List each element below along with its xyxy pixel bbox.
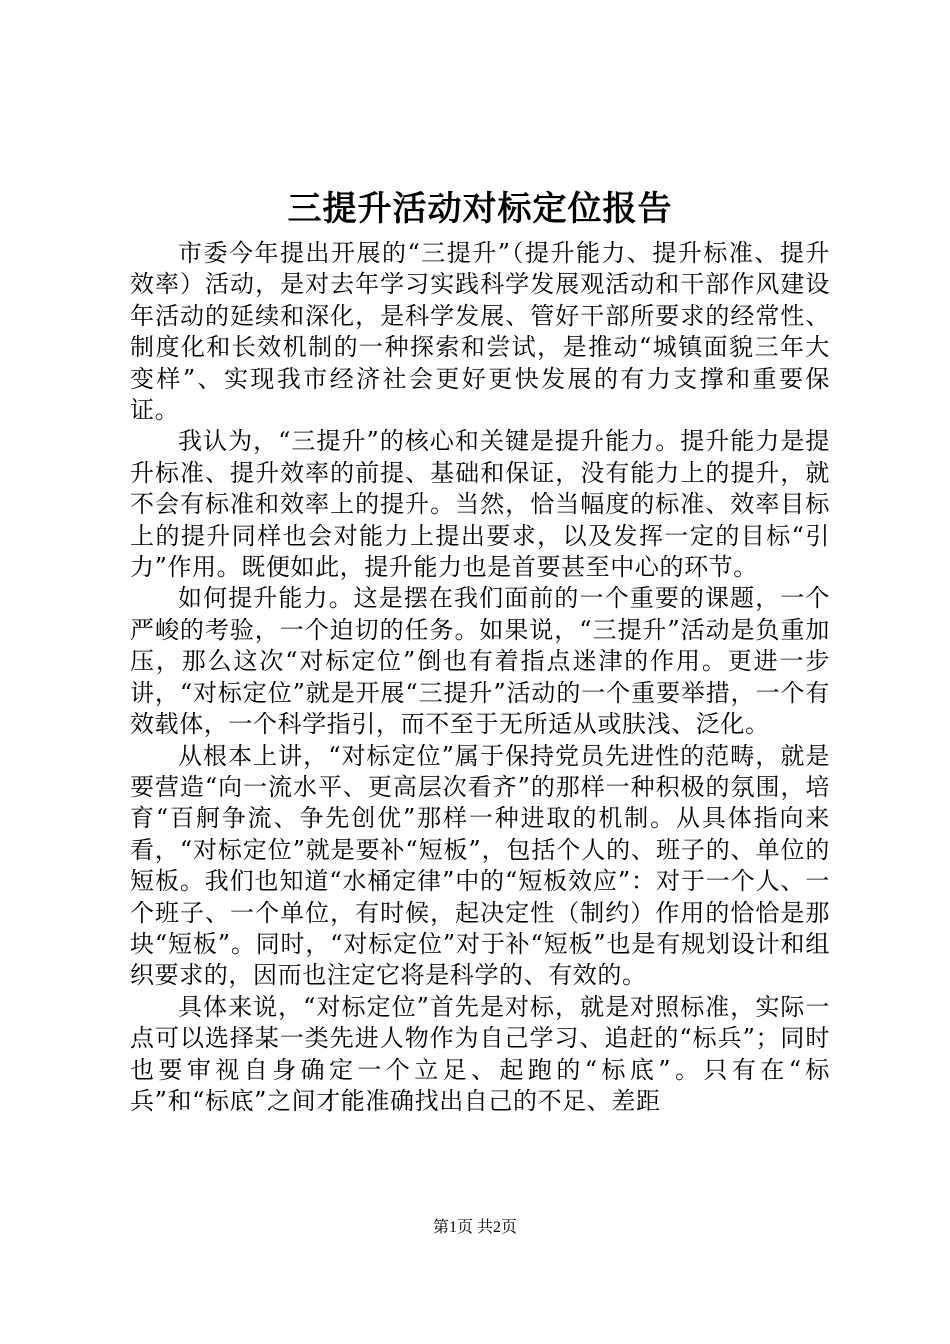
page-footer: 第1页 共2页: [432, 1219, 517, 1236]
paragraph-3: 如何提升能力。这是摆在我们面前的一个重要的课题，一个严峻的考验，一个迫切的任务。如果说，“三提升”活动是负重加压，那么这次“对标定位”倒也有着指点迷津的作用。更进一步讲，“对标定位”就是开展“三提升”活动的一个重要举措，一个有效载体，一个科学指引，而不至于无所适从或肤浅、泛化。: [130, 584, 830, 739]
paragraph-1: 市委今年提出开展的“三提升”（提升能力、提升标准、提升效率）活动，是对去年学习实践科学发展观活动和干部作风建设年活动的延续和深化，是科学发展、管好干部所要求的经常性、制度化和长效机制的一种探索和尝试，是推动“城镇面貌三年大变样”、实现我市经济社会更好更快发展的有力支撑和重要保证。: [130, 239, 830, 425]
document-page: [130, 180, 830, 1117]
paragraph-5: 具体来说，“对标定位”首先是对标，就是对照标准，实际一点可以选择某一类先进人物作为自己学习、追赶的“标兵”；同时也要审视自身确定一个立足、起跑的“标底”。只有在“标兵”和“标底”之间才能准确找出自己的不足、差距: [130, 992, 830, 1115]
document-title: 三提升活动对标定位报告: [287, 189, 673, 229]
paragraph-2: 我认为，“三提升”的核心和关键是提升能力。提升能力是提升标准、提升效率的前提、基础和保证，没有能力上的提升，就不会有标准和效率上的提升。当然，恰当幅度的标准、效率目标上的提升同样也会对能力上提出要求，以及发挥一定的目标“引力”作用。既便如此，提升能力也是首要甚至中心的环节。: [130, 427, 830, 582]
paragraph-4: 从根本上讲，“对标定位”属于保持党员先进性的范畴，就是要营造“向一流水平、更高层次看齐”的那样一种积极的氛围，培育“百舸争流、争先创优”那样一种进取的机制。从具体指向来看，“对标定位”就是要补“短板”，包括个人的、班子的、单位的短板。我们也知道“水桶定律”中的“短板效应”：对于一个人、一个班子、一个单位，有时候，起决定性（制约）作用的恰恰是那块“短板”。同时，“对标定位”对于补“短板”也是有规划设计和组织要求的，因而也注定它将是科学的、有效的。: [130, 741, 830, 990]
